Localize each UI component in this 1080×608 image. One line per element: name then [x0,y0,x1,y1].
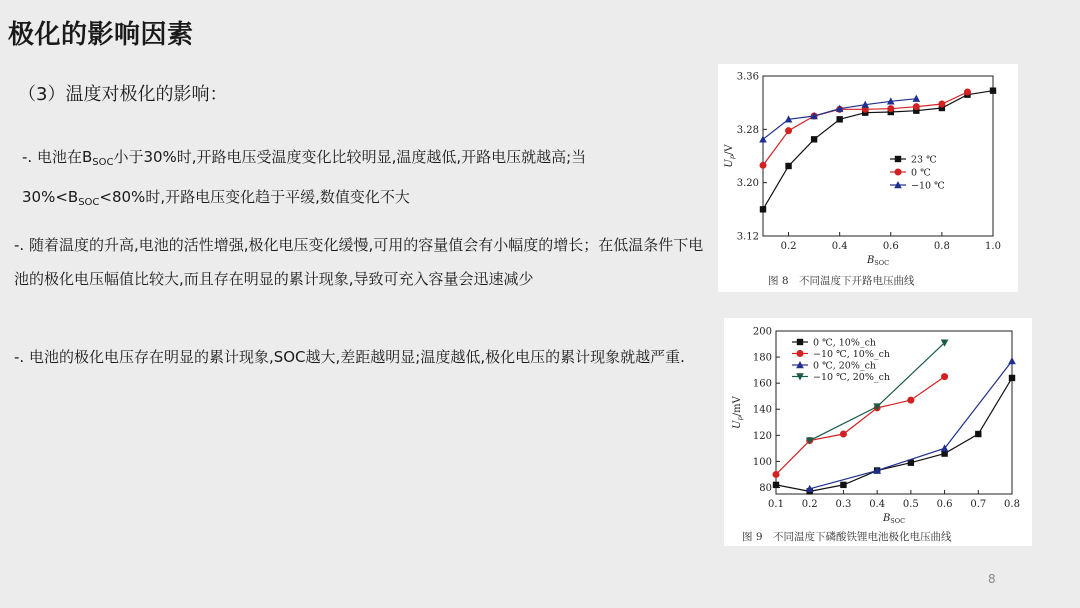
data-point [760,206,766,212]
x-tick-label: 0.4 [831,241,848,252]
data-point [907,397,914,404]
data-point [913,95,921,102]
y-tick-label: 160 [752,378,772,390]
data-point [975,431,981,437]
legend-marker [797,350,804,357]
data-point [811,136,817,142]
ocv-line2-b: <80%时,开路电压变化趋于平缓,数值变化不大 [99,188,410,206]
x-tick-label: 0.4 [869,499,886,510]
y-tick-label: 200 [752,326,772,338]
paragraph-ocv-line1 [22,140,712,180]
data-point [785,163,791,169]
plot-frame [776,331,1012,494]
series-line-1 [776,377,945,475]
legend-label: −10 ℃, 20%_ch [813,372,891,383]
section-subtitle: （3）温度对极化的影响： [18,84,228,105]
legend-label: 0 ℃, 10%_ch [813,337,877,349]
y-tick-label: 3.12 [736,231,759,243]
ocv-chart-svg [718,64,1018,292]
y-axis-label: $U_p/mV$ [732,396,744,429]
x-axis-label-sub: SOC [890,517,906,525]
x-axis-label-sub: SOC [874,259,890,267]
data-point [941,373,948,380]
y-axis-label-sub: p [728,154,736,160]
legend-label: −10 ℃, 10%_ch [813,349,891,360]
y-tick-label: 3.28 [736,124,759,136]
ocv-line1-a: -. 电池在B [22,148,93,166]
x-tick-label: 0.2 [780,241,797,252]
y-tick-label: 140 [752,404,772,416]
paragraph-ocv-line2 [22,180,712,220]
x-tick-label: 0.8 [933,241,950,252]
figure-polarization-chart [724,318,1032,546]
y-tick-label: 180 [752,352,772,364]
figure-ocv-chart [718,64,1018,292]
page-number: 8 [988,572,996,586]
y-axis-label: $U_p/V$ [724,144,736,168]
data-point [1008,357,1016,364]
data-point [760,162,767,169]
legend-label: −10 ℃ [911,180,945,192]
legend-label: 0 ℃ [911,167,931,179]
ocv-line2-a: 30%<B [22,188,79,206]
y-axis-label-sub: p [736,416,744,421]
data-point [773,471,780,478]
polarization-chart-svg [724,318,1032,546]
paragraph-temperature-activity: -. 随着温度的升高,电池的活性增强,极化电压变化缓慢,可用的容量值会有小幅度的增长；在低温条件下电池的极化电压幅值比较大,而且存在明显的累计现象,导致可充入容量会迅速减少 [14,236,704,288]
legend-label: 23 ℃ [911,154,937,166]
x-tick-label: 0.6 [882,241,899,252]
data-point [840,482,846,488]
y-tick-label: 3.20 [736,178,759,190]
data-point [1009,375,1015,381]
data-point [913,103,920,110]
data-point [990,87,996,93]
y-axis-label-unit: /mV [732,396,743,417]
data-point [773,482,779,488]
legend-marker [895,156,901,162]
data-point [759,135,767,142]
ocv-line1-sub: SOC [92,157,114,168]
x-axis-label: $B_{SOC}$ [866,255,890,267]
data-point [840,431,847,438]
x-tick-label: 0.7 [970,499,987,510]
figure-caption: 图 8 不同温度下开路电压曲线 [768,275,915,287]
x-tick-label: 0.2 [801,499,818,510]
x-tick-label: 0.3 [835,499,852,510]
x-tick-label: 0.8 [1004,499,1020,510]
legend-marker [895,169,902,176]
paragraph-accumulation: -. 电池的极化电压存在明显的累计现象,SOC越大,差距越明显;温度越低,极化电压的累计现象就越严重. [14,348,685,366]
y-tick-label: 3.36 [736,71,759,83]
x-tick-label: 0.6 [936,499,953,510]
data-point [785,127,792,134]
x-axis-label: $B_{SOC}$ [882,513,906,525]
slide-title: 极化的影响因素 [8,20,194,50]
legend-label: 0 ℃, 20%_ch [813,360,877,372]
y-axis-label-unit: /V [724,144,735,155]
y-tick-label: 80 [759,482,772,494]
legend-marker [797,339,803,345]
ocv-line2-sub: SOC [78,197,100,208]
y-tick-label: 120 [752,430,772,442]
x-tick-label: 0.1 [768,499,784,510]
y-tick-label: 100 [752,456,772,468]
x-tick-label: 0.5 [902,499,919,510]
data-point [964,89,971,96]
data-point [887,105,894,112]
data-point [938,101,945,108]
ocv-line1-b: 小于30%时,开路电压受温度变化比较明显,温度越低,开路电压就越高;当 [113,148,587,166]
data-point [836,116,842,122]
x-tick-label: 1.0 [985,241,1001,252]
paragraph-ocv [22,140,712,220]
figure-caption: 图 9 不同温度下磷酸铁锂电池极化电压曲线 [742,531,952,543]
